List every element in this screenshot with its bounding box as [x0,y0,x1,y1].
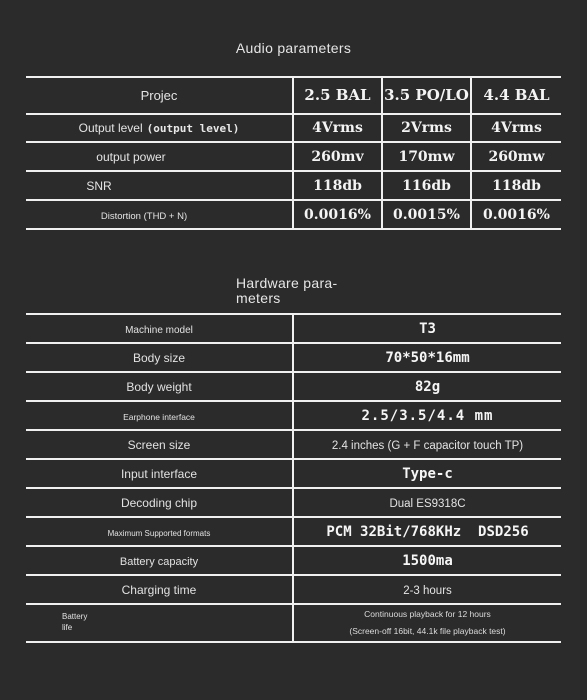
audio-row-snr [26,171,561,200]
hw-row-max-formats [26,517,561,546]
hw-label: Machine model [26,314,293,343]
hw-value: Type-c [293,459,561,488]
audio-row-label: Output level (output level) [26,114,293,142]
hw-value: PCM 32Bit/768KHz DSD256 [293,517,561,546]
hw-row-body-weight [26,372,561,401]
audio-cell: 170mw [382,142,471,171]
battery-life-label-line-1: Battery [62,612,88,621]
audio-cell: 4Vrms [293,114,382,142]
audio-row-distortion [26,200,561,229]
hw-row-battery-life [26,604,561,642]
audio-cell: 260mw [471,142,561,171]
hw-value: 2-3 hours [293,575,561,604]
hw-value: 70*50*16mm [293,343,561,372]
hw-row-earphone-interface [26,401,561,430]
audio-row-output-power [26,142,561,171]
audio-parameters-title: Audio parameters [235,40,352,56]
battery-life-value-line-2: (Screen-off 16bit, 44.1k file playback test) [349,626,506,636]
hw-label [26,604,293,642]
hardware-parameters-title [236,276,376,306]
audio-row-label: SNR [26,171,293,200]
hw-row-input-interface [26,459,561,488]
audio-cell: 2Vrms [382,114,471,142]
battery-life-value-line-1: Continuous playback for 12 hours [364,609,491,619]
audio-cell: 0.0015% [382,200,471,229]
hardware-title-line-1: Hardware para- [236,275,338,291]
hw-value: 2.5/3.5/4.4 mm [293,401,561,430]
hw-value: 2.4 inches (G + F capacitor touch TP) [293,430,561,459]
hw-row-charging-time [26,575,561,604]
hw-value: T3 [293,314,561,343]
hardware-parameters-table [26,313,561,643]
audio-cell: 118db [471,171,561,200]
hw-value [293,604,561,642]
hardware-title-line-2: meters [236,290,281,306]
hw-row-decoding-chip [26,488,561,517]
hw-label: Input interface [26,459,293,488]
hw-value: 1500ma [293,546,561,575]
audio-cell: 0.0016% [293,200,382,229]
hw-row-body-size [26,343,561,372]
audio-cell: 0.0016% [471,200,561,229]
audio-cell: 4Vrms [471,114,561,142]
hw-label: Decoding chip [26,488,293,517]
hw-label: Body size [26,343,293,372]
audio-cell: 260mv [293,142,382,171]
audio-cell: 116db [382,171,471,200]
hw-label: Maximum Supported formats [26,517,293,546]
audio-row-output-level [26,114,561,142]
audio-row-label: Distortion (THD + N) [26,200,293,229]
hw-value: 82g [293,372,561,401]
hw-label: Body weight [26,372,293,401]
battery-life-label-line-2: life [62,623,73,632]
hw-label: Charging time [26,575,293,604]
audio-cell: 118db [293,171,382,200]
hw-row-machine-model [26,314,561,343]
audio-row-label: output power [26,142,293,171]
hw-value: Dual ES9318C [293,488,561,517]
audio-header-col-2-5-bal: 2.5 BAL [293,77,382,114]
hw-row-battery-capacity [26,546,561,575]
hw-row-screen-size [26,430,561,459]
hw-label: Battery capacity [26,546,293,575]
audio-header-label: Projec [26,77,293,114]
hw-label: Screen size [26,430,293,459]
hw-label: Earphone interface [26,401,293,430]
audio-header-col-4-4-bal: 4.4 BAL [471,77,561,114]
audio-header-row [26,77,561,114]
audio-parameters-table [26,76,561,230]
audio-header-col-3-5-po-lo: 3.5 PO/LO [382,77,471,114]
